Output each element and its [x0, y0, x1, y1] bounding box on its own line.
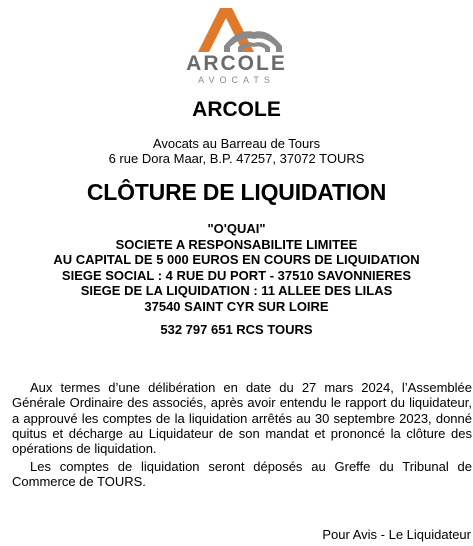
firm-address: 6 rue Dora Maar, B.P. 47257, 37072 TOURS — [108, 151, 365, 166]
logo-brand-text: ARCOLE — [186, 52, 287, 75]
notice-title: CLÔTURE DE LIQUIDATION — [86, 179, 387, 205]
firm-name: ARCOLE — [192, 98, 281, 121]
company-legal-form: SOCIETE A RESPONSABILITE LIMITEE — [115, 236, 358, 252]
company-name: "O'QUAI" — [207, 221, 266, 236]
notice-paragraph-1: Aux termes d’une délibération en date du 27 mars 2024, l’Assemblée Générale Ordinaire des associés, après avoir entendu le rapport du liquidateur, a approuvé les comptes de la liquidation arrêtés au 30 septembre 2023, donné quitus et décharge au Liquidateur de son mandat et prononcé la clôture des opérations de liquidation. — [12, 380, 472, 457]
notice-paragraph-2: Les comptes de liquidation seront déposés au Greffe du Tribunal de Commerce de TOURS. — [12, 459, 472, 490]
company-liquidation-city: 37540 SAINT CYR SUR LOIRE — [144, 298, 329, 314]
logo-subtitle-text: AVOCATS — [198, 75, 275, 85]
company-head-office: SIEGE SOCIAL : 4 RUE DU PORT - 37510 SAVONNIERES — [61, 267, 412, 283]
firm-description: Avocats au Barreau de Tours — [152, 136, 321, 151]
company-details — [0, 221, 473, 314]
company-liquidation-office: SIEGE DE LA LIQUIDATION : 11 ALLEE DES LILAS — [80, 283, 393, 298]
signature: Pour Avis - Le Liquidateur — [322, 527, 471, 542]
arcole-logo — [0, 0, 473, 92]
company-capital: AU CAPITAL DE 5 000 EUROS EN COURS DE LIQUIDATION — [53, 252, 420, 267]
arcole-logo-mark-icon — [180, 2, 290, 56]
company-rcs: 532 797 651 RCS TOURS — [160, 322, 313, 337]
